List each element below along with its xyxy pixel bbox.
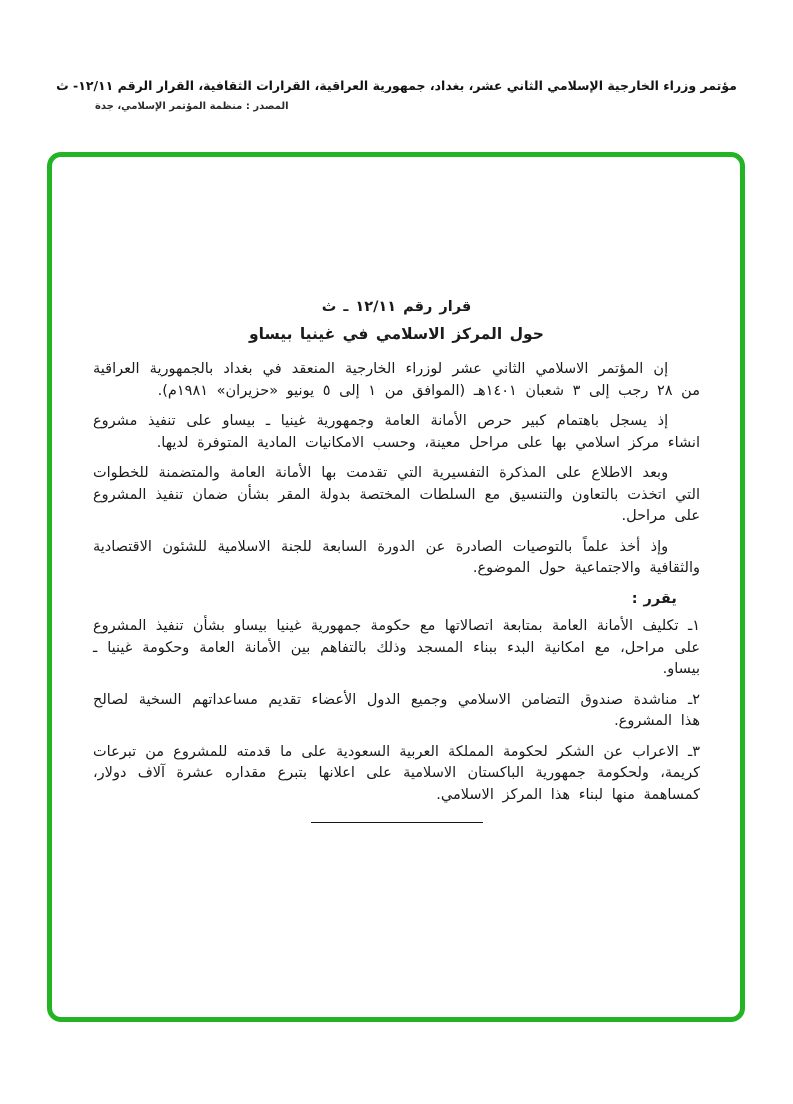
item-text: مناشدة صندوق التضامن الاسلامي وجميع الدول الأعضاء تقديم مساعداتهم السخية لصالح هذا المشروع. [93,691,700,729]
scanned-document [52,157,740,1017]
preamble-paragraph-2: إذ يسجل باهتمام كبير حرص الأمانة العامة وجمهورية غينيا ـ بيساو على تنفيذ مشروع انشاء مركز اسلامي بها على مراحل معينة، وحسب الامكانيات المادية المتوفرة لديها. [93,413,700,451]
item-number: ٣ـ [687,743,701,760]
item-number: ٢ـ [687,691,700,708]
highlight-frame [47,152,745,1022]
preamble-paragraph-4: وإذ أخذ علماً بالتوصيات الصادرة عن الدورة السابعة للجنة الاسلامية للشئون الاقتصادية والثقافية والاجتماعية حول الموضوع. [93,538,700,576]
resolution-number-title: قرار رقم ١٢/١١ ـ ث [321,299,472,315]
resolution-item-1 [93,616,700,681]
resolution-item-2 [93,690,700,733]
item-text: تكليف الأمانة العامة بمتابعة اتصالاتها مع حكومة جمهورية غينيا بيساو بشأن تنفيذ المشروع على مراحل، مع امكانية البدء ببناء المسجد وذلك بالتفاهم بين الأمانة العامة وحكومة غينيا ـ بيساو. [93,618,700,677]
item-number: ١ـ [687,618,700,634]
preamble-paragraph-1: إن المؤتمر الاسلامي الثاني عشر لوزراء الخارجية المنعقد في بغداد بالجمهورية العراقية من ٢٨ رجب إلى ٣ شعبان ١٤٠١هـ (الموافق من ١ إلى ٥ يونيو «حزيران» ١٩٨١م). [93,361,700,399]
resolution-subject-title: حول المركز الاسلامي في غينيا بيساو [249,324,544,343]
preamble-paragraph-3: وبعد الاطلاع على المذكرة التفسيرية التي تقدمت بها الأمانة العامة والمتضمنة للخطوات التي اتخذت بالتعاون والتنسيق مع السلطات المختصة بدولة المقر بشأن ضمان تنفيذ المشروع على مراحل. [93,465,700,524]
decision-label: يقرر : [631,590,677,607]
end-divider [311,822,483,823]
source-line: المصدر : منظمة المؤتمر الإسلامي، جدة [95,101,289,112]
citation-header: مؤتمر وزراء الخارجية الإسلامي الثاني عشر، بغداد، جمهورية العراقية، القرارات الثقافية، القرار الرقم ١٢/١١- ث [56,78,737,93]
item-text: الاعراب عن الشكر لحكومة المملكة العربية السعودية على ما قدمته للمشروع من تبرعات كريمة، ولحكومة جمهورية الباكستان الاسلامية على اعلانها بتبرع مقداره عشرة آلاف دولار، كمساهمة منها لبناء هذا المركز الاسلامي. [93,743,700,803]
resolution-item-3 [93,742,700,807]
